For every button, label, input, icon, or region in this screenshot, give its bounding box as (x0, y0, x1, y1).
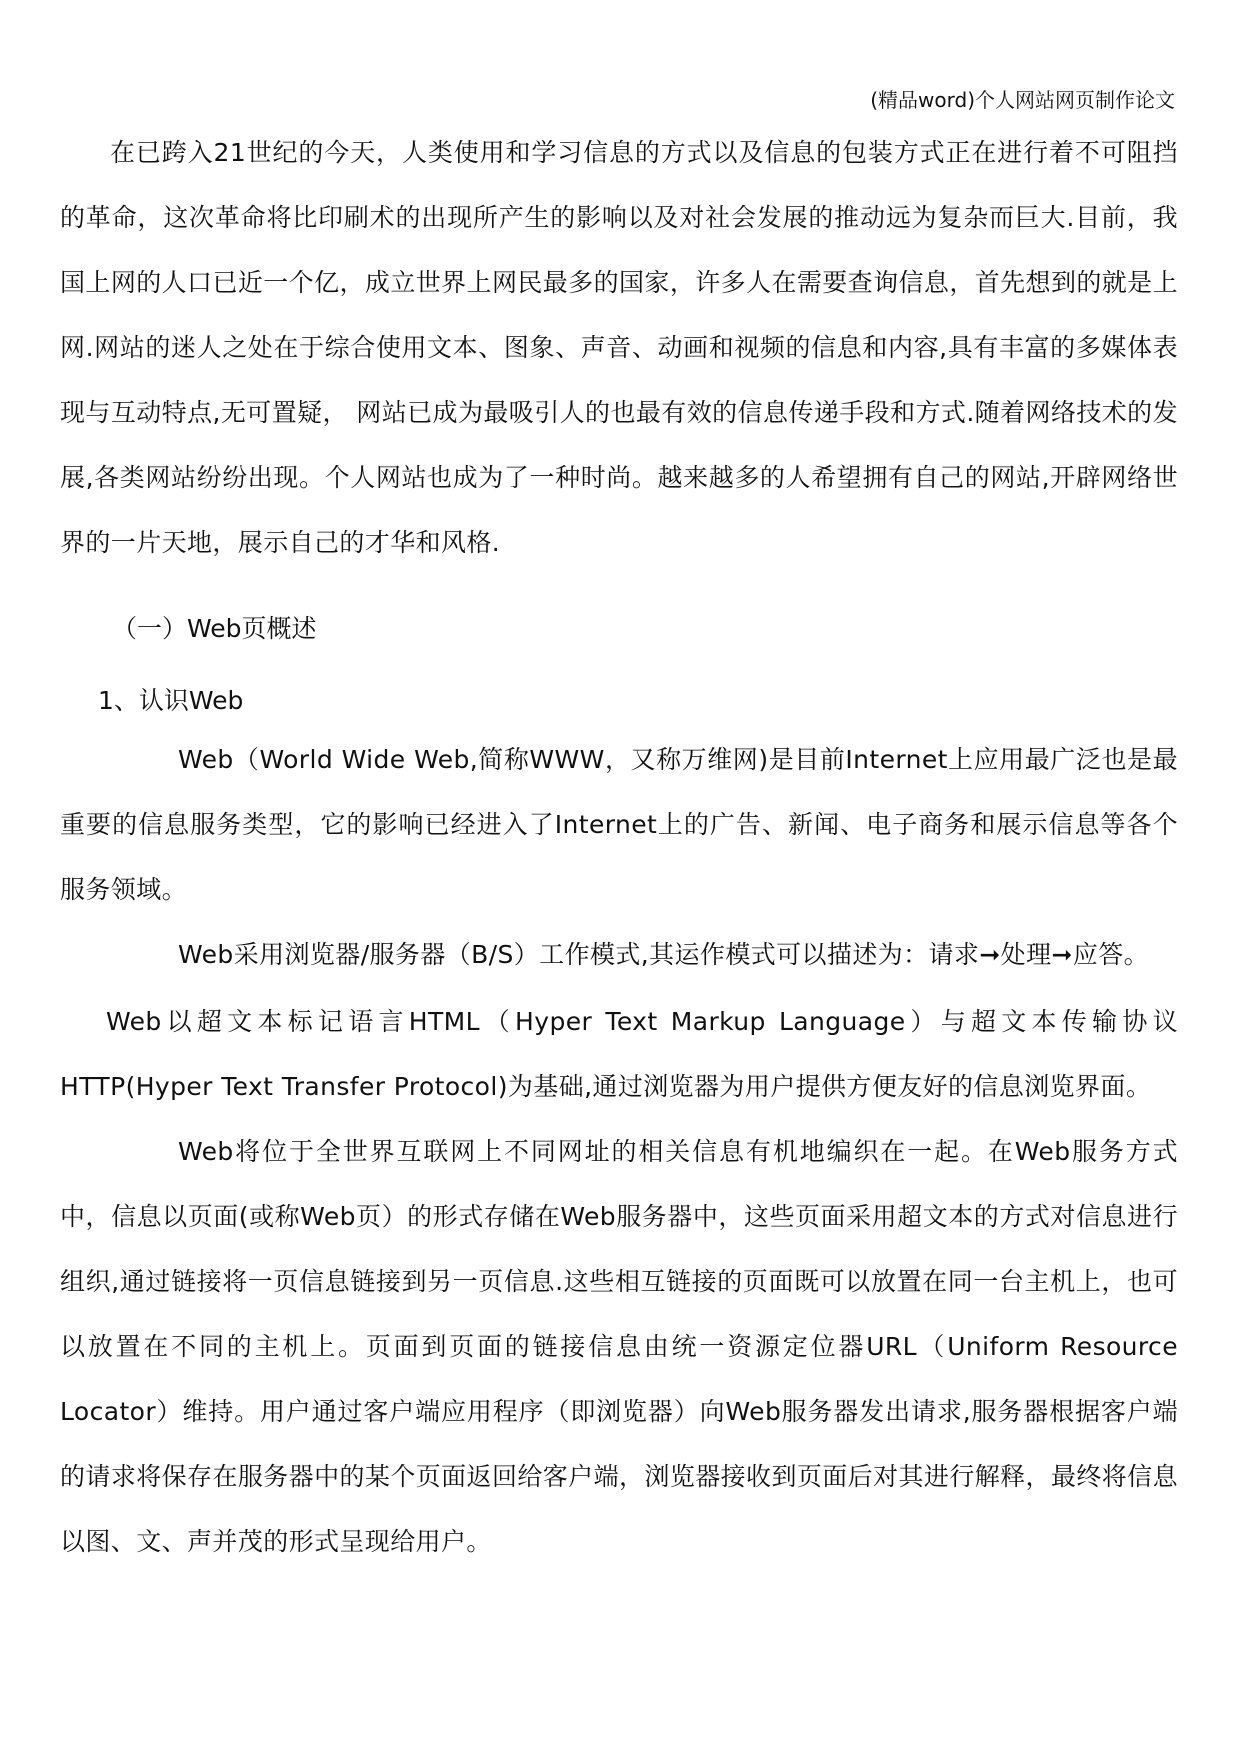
subsection-heading: 1、认识Web (98, 686, 244, 715)
web-intro-paragraph: Web（World Wide Web,简称WWW，又称万维网)是目前Internet上应用最广泛也是最重要的信息服务类型，它的影响已经进入了Internet上的广告、新闻、电子商务和展示信息等各个服务领域。 (60, 745, 1178, 904)
intro-paragraph: 在已跨入21世纪的今天，人类使用和学习信息的方式以及信息的包装方式正在进行着不可阻挡的革命，这次革命将比印刷术的出现所产生的影响以及对社会发展的推动远为复杂而巨大.目前，我国上网的人口已近一个亿，成立世界上网民最多的国家，许多人在需要查询信息，首先想到的就是上网.网站的迷人之处在于综合使用文本、图象、声音、动画和视频的信息和内容,具有丰富的多媒体表现与互动特点,无可置疑， 网站已成为最吸引人的也最有效的信息传递手段和方式.随着网络技术的发展,各类网站纷纷出现。个人网站也成为了一种时尚。越来越多的人希望拥有自己的网站,开辟网络世界的一片天地，展示自己的才华和风格. (60, 138, 1178, 557)
page-header: (精品word)个人网站网页制作论文 (870, 88, 1175, 112)
document-body (60, 120, 1178, 1574)
bs-mode-paragraph: Web采用浏览器/服务器（B/S）工作模式,其运作模式可以描述为：请求➞处理➞应答。 (178, 940, 1150, 969)
html-http-paragraph: Web以超文本标记语言HTML（Hyper Text Markup Language）与超文本传输协议HTTP(Hyper Text Transfer Protocol)为基础,通过浏览器为用户提供方便友好的信息浏览界面。 (60, 1007, 1178, 1101)
section-heading: （一）Web页概述 (112, 614, 317, 643)
web-service-paragraph: Web将位于全世界互联网上不同网址的相关信息有机地编织在一起。在Web服务方式中，信息以页面(或称Web页）的形式存储在Web服务器中，这些页面采用超文本的方式对信息进行组织,通过链接将一页信息链接到另一页信息.这些相互链接的页面既可以放置在同一台主机上，也可以放置在不同的主机上。页面到页面的链接信息由统一资源定位器URL（Uniform Resource Locator）维持。用户通过客户端应用程序（即浏览器）向Web服务器发出请求,服务器根据客户端的请求将保存在服务器中的某个页面返回给客户端，浏览器接收到页面后对其进行解释，最终将信息以图、文、声并茂的形式呈现给用户。 (60, 1137, 1178, 1556)
